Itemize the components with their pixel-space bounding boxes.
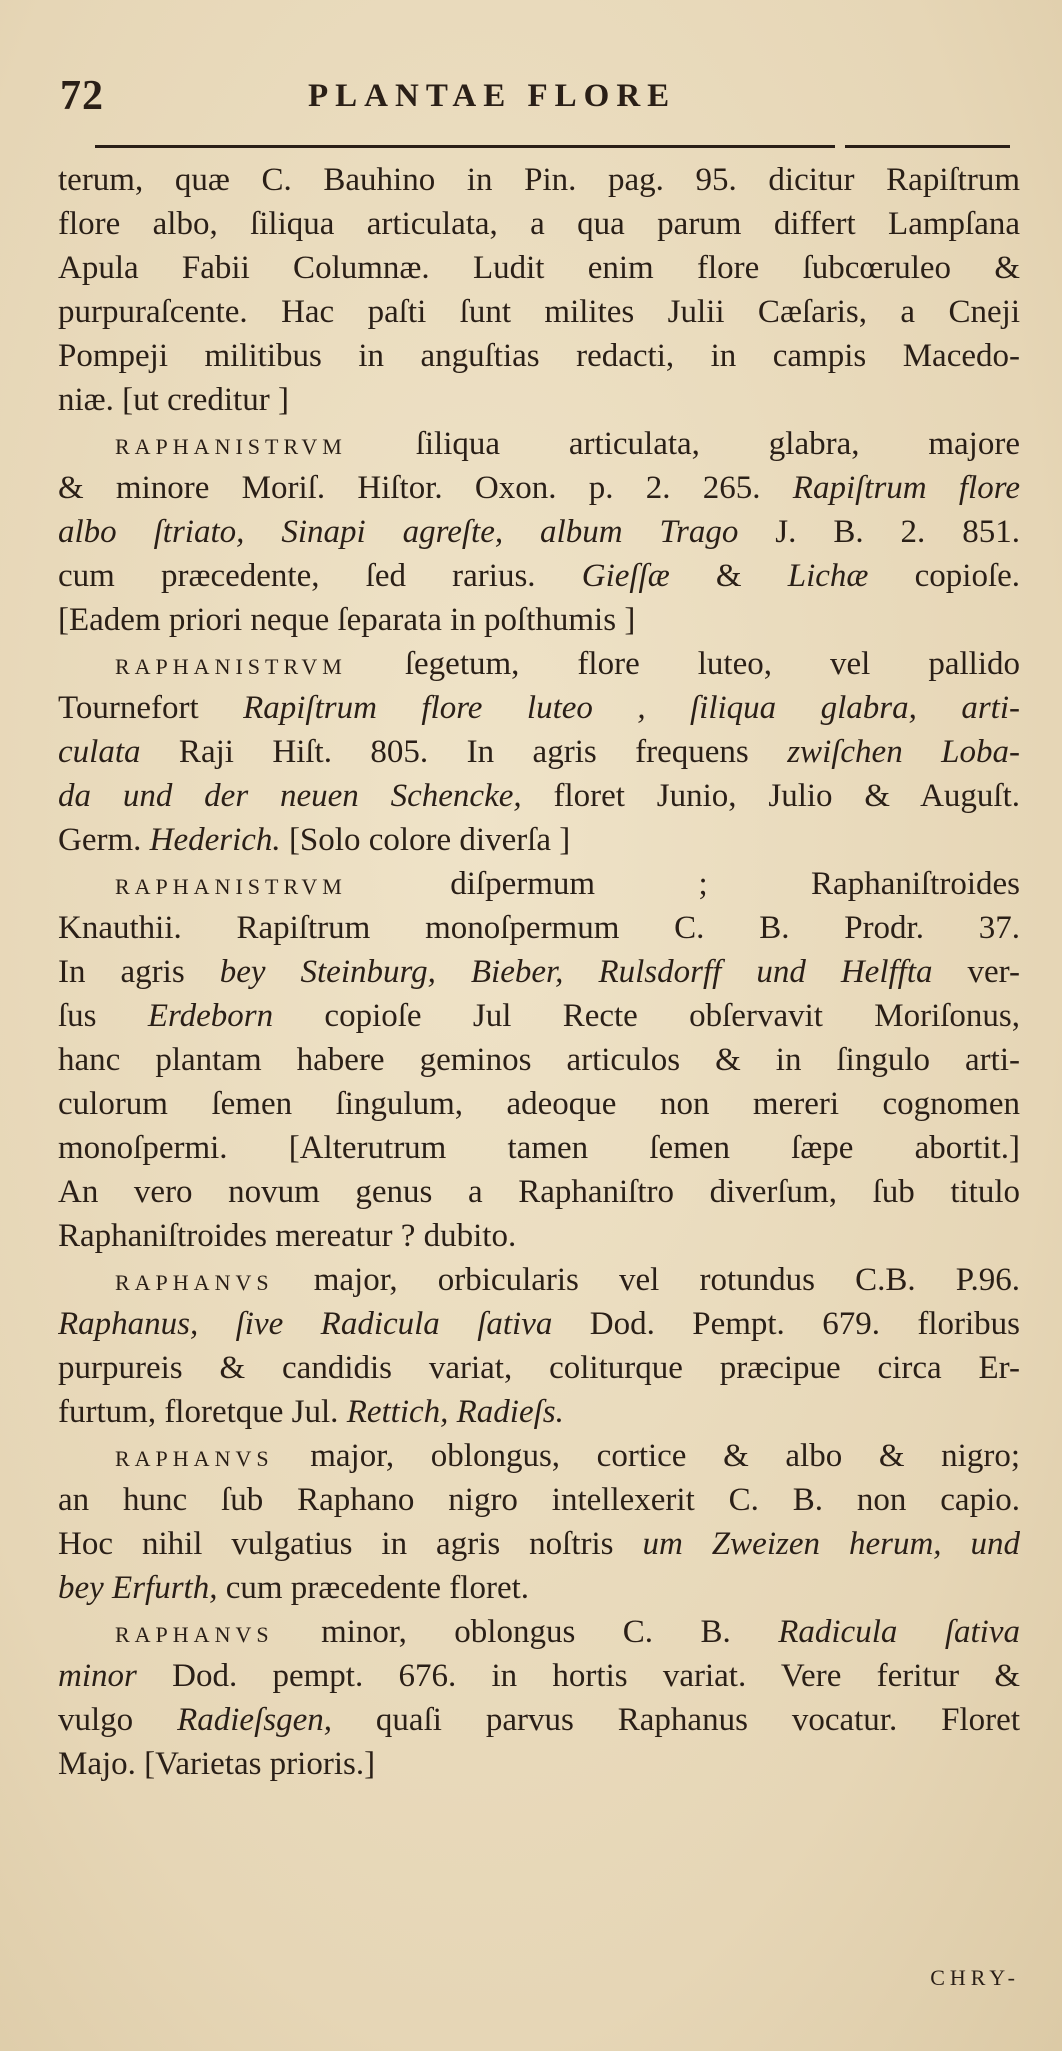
italic-text: Rapiſtrum flore bbox=[792, 470, 1020, 506]
text-line bbox=[58, 1126, 1020, 1170]
italic-text: da und der neuen Schencke, bbox=[58, 778, 522, 814]
italic-text: Rapiſtrum flore luteo , ſiliqua glabra, arti- bbox=[243, 690, 1020, 726]
roman-text: purpuraſcente. Hac paſti ſunt milites Julii Cæſaris, a Cneji bbox=[58, 294, 1020, 330]
roman-text: floret Junio, Julio & Auguſt. bbox=[521, 778, 1020, 814]
roman-text: Knauthii. Rapiſtrum monoſpermum C. B. Prodr. 37. bbox=[58, 910, 1020, 946]
text-line bbox=[58, 158, 1020, 202]
text-line bbox=[58, 202, 1020, 246]
text-line bbox=[58, 378, 1020, 422]
roman-text: copioſe. bbox=[868, 558, 1020, 594]
text-line bbox=[58, 862, 1020, 906]
entry-headword: RAPHANVS bbox=[115, 1270, 274, 1295]
roman-text: major, oblongus, cortice & albo & nigro; bbox=[273, 1438, 1020, 1474]
header-rule-short bbox=[845, 145, 1010, 148]
roman-text: hanc plantam habere geminos articulos & in ſingulo arti- bbox=[58, 1042, 1020, 1078]
text-line bbox=[58, 730, 1020, 774]
text-line bbox=[58, 598, 1020, 642]
running-title: PLANTAE FLORE bbox=[308, 78, 677, 114]
text-line bbox=[58, 994, 1020, 1038]
entry-headword: RAPHANISTRVM bbox=[115, 434, 347, 459]
italic-text: Radieſsgen, bbox=[177, 1702, 332, 1738]
text-line bbox=[58, 290, 1020, 334]
italic-text: um Zweizen herum, und bbox=[642, 1526, 1020, 1562]
text-line bbox=[58, 1654, 1020, 1698]
text-line bbox=[58, 1390, 1020, 1434]
page-number: 72 bbox=[60, 73, 104, 119]
roman-text: [Solo colore diverſa ] bbox=[280, 822, 571, 858]
roman-text: Dod. Pempt. 679. floribus bbox=[552, 1306, 1020, 1342]
roman-text: quaſi parvus Raphanus vocatur. Floret bbox=[332, 1702, 1020, 1738]
roman-text: vulgo bbox=[58, 1702, 178, 1738]
header-rule bbox=[95, 145, 835, 148]
roman-text: cum præcedente, ſed rarius. bbox=[58, 558, 582, 594]
roman-text: major, orbicularis vel rotundus C.B. P.96. bbox=[273, 1262, 1020, 1298]
italic-text: culata bbox=[58, 734, 141, 770]
text-line bbox=[58, 1038, 1020, 1082]
text-line bbox=[58, 1742, 1020, 1786]
roman-text: Apula Fabii Columnæ. Ludit enim flore ſubcœruleo & bbox=[58, 250, 1020, 286]
roman-text: Hoc nihil vulgatius in agris noſtris bbox=[58, 1526, 643, 1562]
roman-text: Germ. bbox=[58, 822, 150, 858]
text-line bbox=[58, 554, 1020, 598]
text-line bbox=[58, 1478, 1020, 1522]
text-line bbox=[58, 1082, 1020, 1126]
roman-text: ſiliqua articulata, glabra, majore bbox=[346, 426, 1020, 462]
text-line bbox=[58, 906, 1020, 950]
roman-text: minor, oblongus C. B. bbox=[273, 1614, 779, 1650]
roman-text: [Eadem priori neque ſeparata in poſthumis ] bbox=[58, 602, 636, 638]
roman-text: ſegetum, flore luteo, vel pallido bbox=[346, 646, 1020, 682]
italic-text: minor bbox=[58, 1658, 137, 1694]
roman-text: & minore Moriſ. Hiſtor. Oxon. p. 2. 265. bbox=[58, 470, 793, 506]
entry-headword: RAPHANISTRVM bbox=[115, 654, 347, 679]
roman-text: terum, quæ C. Bauhino in Pin. pag. 95. dicitur Rapiſtrum bbox=[58, 162, 1020, 198]
italic-text: Radicula ſativa bbox=[778, 1614, 1020, 1650]
text-line bbox=[58, 1170, 1020, 1214]
roman-text: Dod. pempt. 676. in hortis variat. Vere feritur & bbox=[136, 1658, 1020, 1694]
text-line bbox=[58, 1302, 1020, 1346]
italic-text: Raphanus, ſive Radicula ſativa bbox=[58, 1306, 553, 1342]
italic-text: Hederich. bbox=[149, 822, 281, 858]
roman-text: Majo. [Varietas prioris.] bbox=[58, 1746, 376, 1782]
roman-text: diſpermum ; Raphaniſtroides bbox=[346, 866, 1020, 902]
italic-text: Rettich, Radieſs. bbox=[346, 1394, 564, 1430]
roman-text: flore albo, ſiliqua articulata, a qua parum differt Lampſana bbox=[58, 206, 1020, 242]
roman-text: J. B. 2. 851. bbox=[738, 514, 1020, 550]
text-line bbox=[58, 642, 1020, 686]
roman-text: an hunc ſub Raphano nigro intellexerit C. B. non capio. bbox=[58, 1482, 1020, 1518]
roman-text: Raji Hiſt. 805. In agris frequens bbox=[140, 734, 788, 770]
text-line bbox=[58, 510, 1020, 554]
italic-text: albo ſtriato, Sinapi agreſte, album Trago bbox=[58, 514, 739, 550]
body-text bbox=[58, 158, 1020, 1786]
roman-text: furtum, floretque Jul. bbox=[58, 1394, 347, 1430]
text-line bbox=[58, 466, 1020, 510]
text-line bbox=[58, 1214, 1020, 1258]
text-line bbox=[58, 1346, 1020, 1390]
text-line bbox=[58, 246, 1020, 290]
text-line bbox=[58, 334, 1020, 378]
text-line bbox=[58, 1566, 1020, 1610]
roman-text: ver- bbox=[932, 954, 1020, 990]
text-line bbox=[58, 774, 1020, 818]
italic-text: bey Erfurth, bbox=[58, 1570, 218, 1606]
roman-text: Tournefort bbox=[58, 690, 244, 726]
roman-text: niæ. [ut creditur ] bbox=[58, 382, 289, 418]
text-line bbox=[58, 1434, 1020, 1478]
page-header bbox=[60, 72, 1020, 132]
entry-headword: RAPHANVS bbox=[115, 1446, 274, 1471]
italic-text: zwiſchen Loba- bbox=[787, 734, 1020, 770]
text-line bbox=[58, 1522, 1020, 1566]
text-line bbox=[58, 1610, 1020, 1654]
italic-text: Gieſſæ bbox=[581, 558, 670, 594]
roman-text: An vero novum genus a Raphaniſtro diverſum, ſub titulo bbox=[58, 1174, 1020, 1210]
italic-text: Lichæ bbox=[787, 558, 869, 594]
text-line bbox=[58, 422, 1020, 466]
roman-text: monoſpermi. [Alterutrum tamen ſemen ſæpe abortit.] bbox=[58, 1130, 1020, 1166]
roman-text: cum præcedente floret. bbox=[217, 1570, 530, 1606]
roman-text: purpureis & candidis variat, coliturque præcipue circa Er- bbox=[58, 1350, 1020, 1386]
text-line bbox=[58, 686, 1020, 730]
text-line bbox=[58, 818, 1020, 862]
roman-text: Raphaniſtroides mereatur ? dubito. bbox=[58, 1218, 517, 1254]
roman-text: culorum ſemen ſingulum, adeoque non mereri cognomen bbox=[58, 1086, 1020, 1122]
catchword: CHRY- bbox=[930, 1965, 1020, 1990]
italic-text: bey Steinburg, Bieber, Rulsdorff und Helffta bbox=[219, 954, 933, 990]
roman-text: & bbox=[669, 558, 788, 594]
italic-text: Erdeborn bbox=[147, 998, 274, 1034]
text-line bbox=[58, 1258, 1020, 1302]
roman-text: ſus bbox=[58, 998, 148, 1034]
text-line bbox=[58, 1698, 1020, 1742]
text-line bbox=[58, 950, 1020, 994]
roman-text: Pompeji militibus in anguſtias redacti, in campis Macedo- bbox=[58, 338, 1020, 374]
entry-headword: RAPHANVS bbox=[115, 1622, 274, 1647]
roman-text: copioſe Jul Recte obſervavit Moriſonus, bbox=[273, 998, 1020, 1034]
entry-headword: RAPHANISTRVM bbox=[115, 874, 347, 899]
roman-text: In agris bbox=[58, 954, 220, 990]
